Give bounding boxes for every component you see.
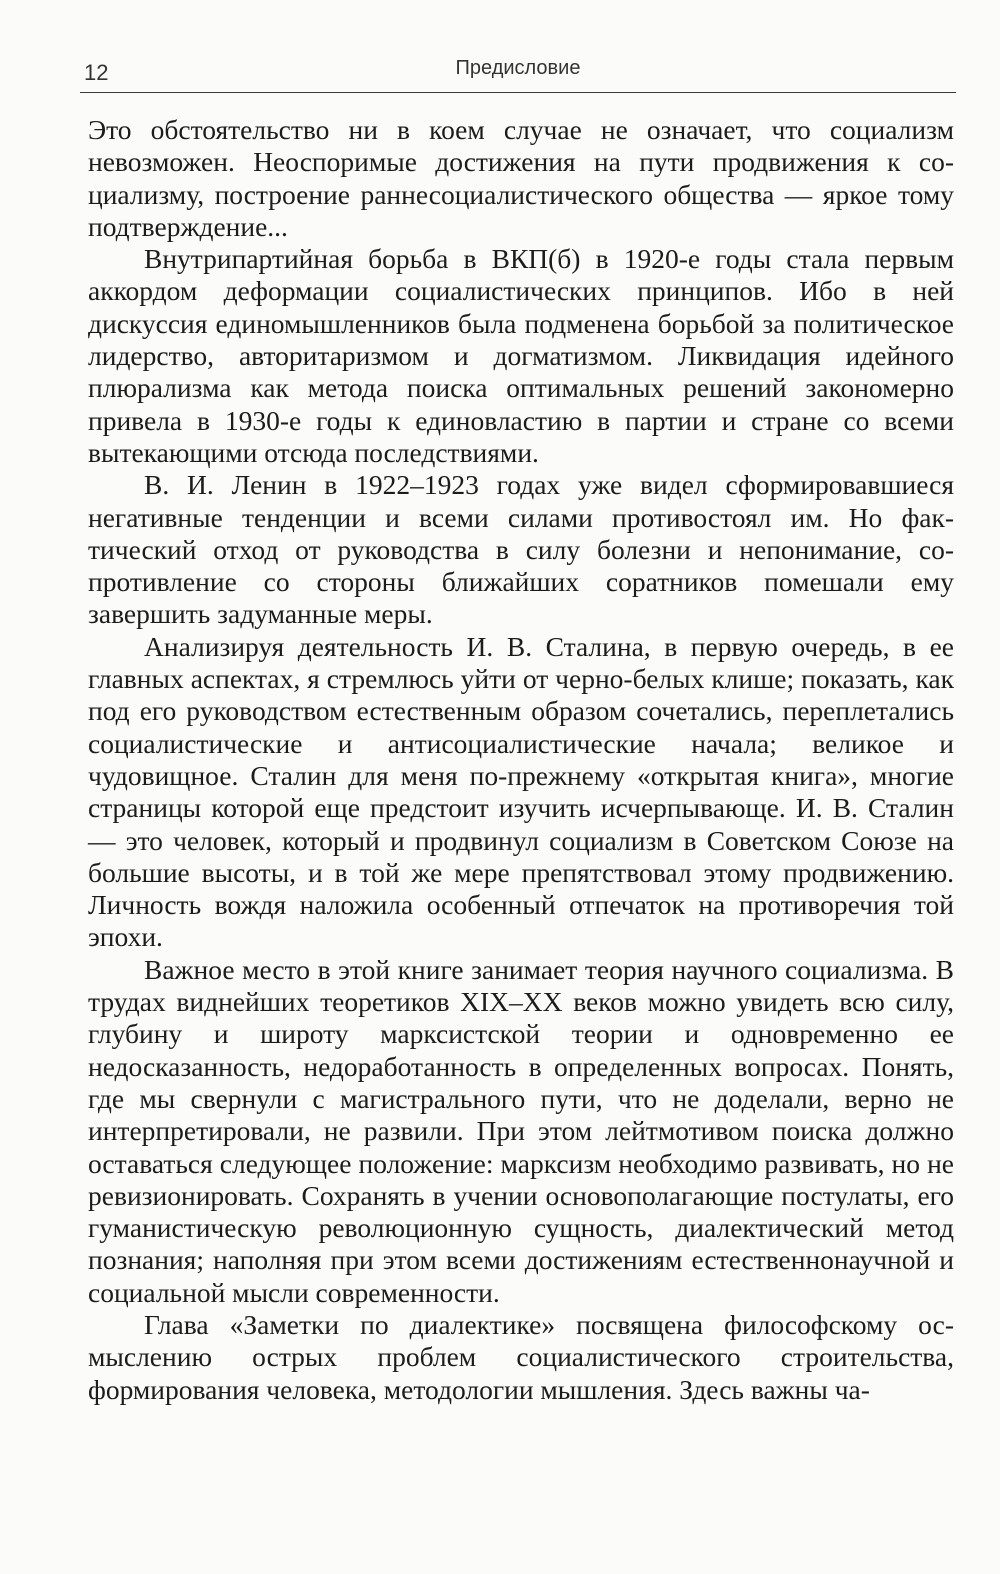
paragraph: Это обстоятельство ни в коем случае не означает, что социализм невозможен. Неоспоримые достижения на пути продвижения к социализму, построение раннесоциалистического общества — яркое тому подтверждение... <box>88 114 954 242</box>
running-head <box>80 56 956 93</box>
body-text <box>88 114 954 1406</box>
paragraph: Глава «Заметки по диалектике» посвящена философскому осмыслению острых проблем социалистического строительства, формирования человека, методологии мышления. Здесь важны ча- <box>88 1308 954 1405</box>
page-number: 12 <box>84 60 109 85</box>
paragraph: Анализируя деятельность И. В. Сталина, в первую очередь, в ее главных аспектах, я стремлюсь уйти от черно-белых клише; показать, как под его руководством естественным образом сочетались, переплетались социалистические и антисоциалистические начала; великое и чудовищное. Сталин для меня по-прежнему «открытая книга», многие страницы которой еще предстоит изучить исчерпывающе. И. В. Сталин — это человек, который и продвинул социализм в Советском Союзе на большие высоты, и в той же мере препятствовал этому продвижению. Личность вождя наложила особенный отпечаток на противоречия той эпохи. <box>88 630 954 953</box>
paragraph: Внутрипартийная борьба в ВКП(б) в 1920-е годы стала первым аккордом деформации социалистических принципов. Ибо в ней дискуссия единомышленников была подменена борьбой за политическое лидерство, авторитаризмом и догматизмом. Ликвидация идейного плюрализма как метода поиска оптимальных решений закономерно привела в 1930-е годы к единовластию в партии и стране со всеми вытекающими отсюда последствиями. <box>88 243 954 468</box>
paragraph: В. И. Ленин в 1922–1923 годах уже видел сформировавшиеся негативные тенденции и всеми силами противостоял им. Но фактический отход от руководства в силу болезни и непонимание, сопротивление со стороны ближайших соратников помешали ему завершить задуманные меры. <box>88 469 954 630</box>
paragraph: Важное место в этой книге занимает теория научного социализма. В трудах виднейших теоретиков XIX–XX веков можно увидеть всю силу, глубину и широту марксистской теории и одновременно ее недосказанность, недоработанность в определенных вопросах. Понять, где мы свернули с магистрального пути, что не доделали, верно не интерпретировали, не развили. При этом лейтмотивом поиска должно оставаться следующее положение: марксизм необходимо развивать, но не ревизионировать. Сохранять в учении основополагающие постулаты, его гуманистическую революционную сущность, диалектический метод познания; наполняя при этом всеми достижениям естественнонаучной и социальной мысли современности. <box>88 953 954 1308</box>
running-title: Предисловие <box>455 57 581 79</box>
